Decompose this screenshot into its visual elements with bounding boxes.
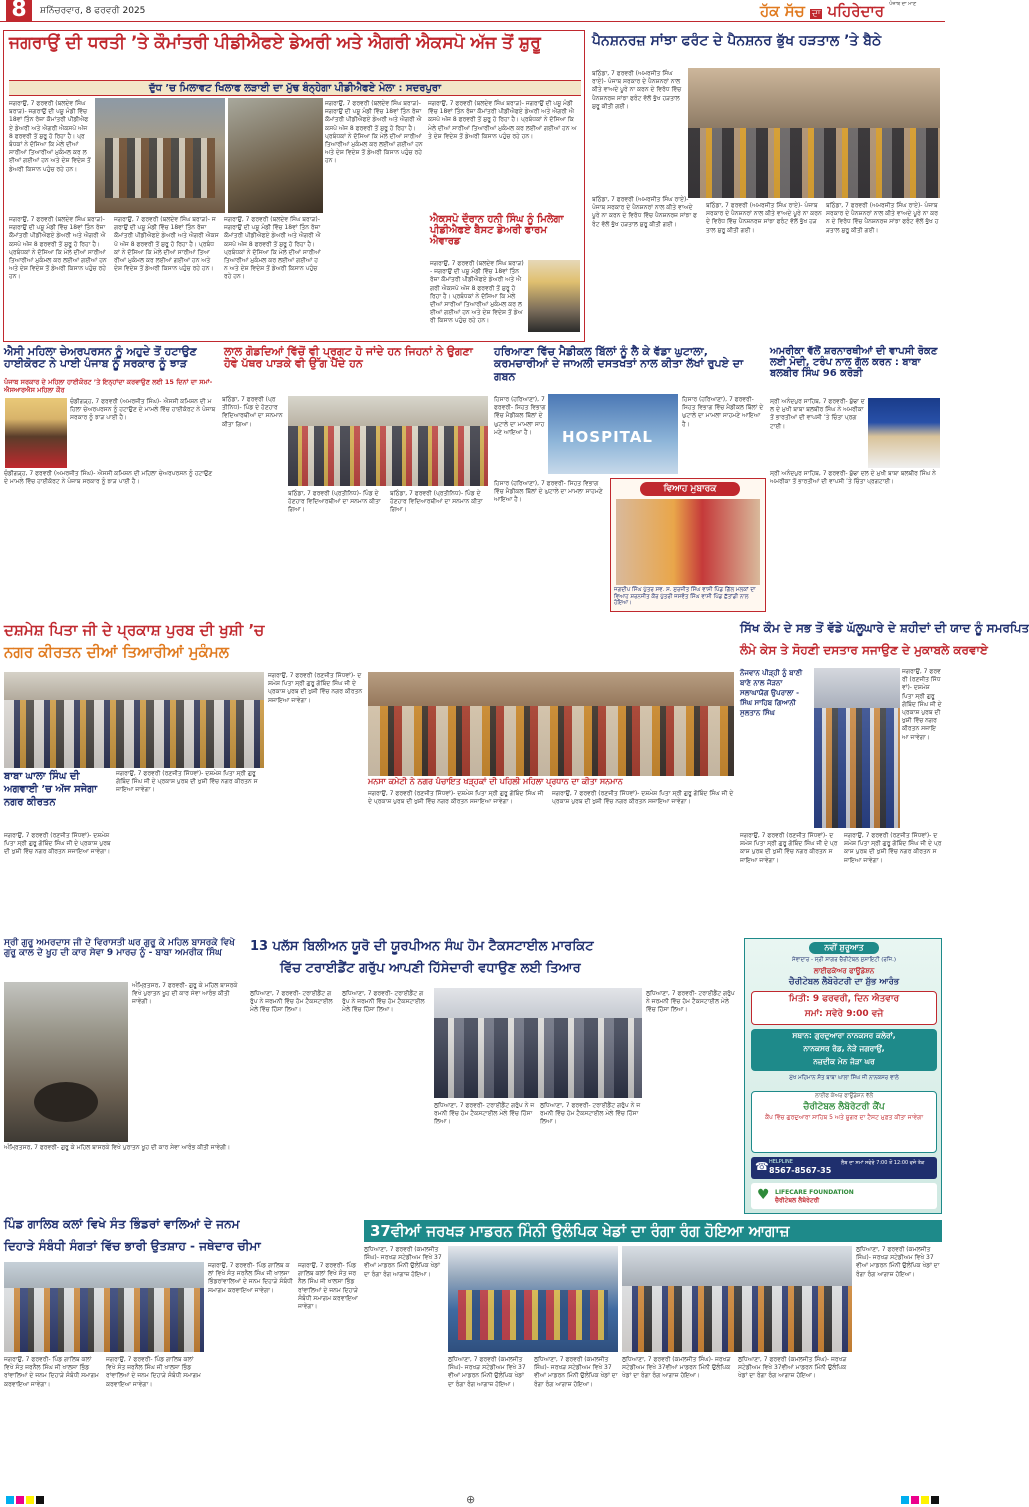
trident-photo [434,988,642,1098]
basarke-photo [4,982,128,1142]
heart-icon: ♥ [757,1187,770,1203]
headline-basarke: ਸ੍ਰੀ ਗੁਰੂ ਅਮਰਦਾਸ ਜੀ ਦੇ ਵਿਰਾਸਤੀ ਘਰ ਗੁਰੂ ਕੇ ਮਹਿਲ ਬਾਸਰਕੇ ਵਿਖੇ ਗੁਰੂ ਕਾਲ ਦੇ ਖੂਹ ਦੀ ਕਾਰ ਸੇਵਾ 9 ਮਾਰਚ ਨੂੰ - ਬਾਬਾ ਅਮਰੀਕ ਸਿੰਘ [4,938,235,959]
ad-hours: ਲੈਬ ਦਾ ਸਮਾਂ ਸਵੇਰੇ 7:00 ਤੋਂ 12:00 ਵਜੇ ਤੱਕ [841,1160,925,1166]
ad-line1: ਲਾਈਫਕੇਅਰ ਫਾਊਂਡੇਸ਼ਨ [813,967,875,975]
nagar-kirtan-sidebox [4,770,112,830]
chairperson-body-col1: ਚੰਡੀਗੜ੍ਹ, 7 ਫਰਵਰੀ (ਅਮਰਜੀਤ ਸਿੰਘ)- ਐਸਸੀ ਕਮਿਸ਼ਨ ਦੀ ਮਹਿਲਾ ਚੇਅਰਪਰਸਨ ਨੂੰ ਹਟਾਉਣ ਦੇ ਮਾਮਲੇ ਵਿੱਚ ਹਾਈਕੋਰਟ ਨੇ ਪੰਜਾਬ ਸਰਕਾਰ ਨੂੰ ਝਾੜ ਪਾਈ ਹੈ। [70,398,216,422]
trident-body-col4: ਲੁਧਿਆਣਾ, 7 ਫਰਵਰੀ- ਟਰਾਈਡੈਂਟ ਗਰੁੱਪ ਨੇ ਜਰਮਨੀ ਵਿੱਚ ਹੋਮ ਟੈਕਸਟਾਈਲ ਮੇਲੇ ਵਿੱਚ ਹਿੱਸਾ ਲਿਆ। [434,1102,535,1126]
register-cyan [6,1496,14,1504]
brand-logo [760,1,940,21]
wedding-caption: ਜਗਦੀਪ ਸਿੰਘ ਪੁੱਤਰ ਸਵ. ਸ. ਸੁਰਜੀਤ ਸਿੰਘ ਵਾਸੀ ਪਿੰਡ ਗਿੱਲ ਮਲਕਾਂ ਦਾ ਵਿਆਹ ਸ਼ਰਨਜੀਤ ਕੌਰ ਪੁੱਤਰੀ ਜਸਵੰਤ ਸਿੰਘ ਵਾਸੀ ਪਿੰਡ ਛੱਤਾਂਡੀ ਨਾਲ ਹੋਇਆ। [614,587,756,606]
mansa-body-col1: ਜਗਰਾਉਂ, 7 ਫਰਵਰੀ (ਰਣਜੀਤ ਸਿੱਧਵਾਂ)- ਦਸ਼ਮੇਸ਼ ਪਿਤਾ ਸ੍ਰੀ ਗੁਰੂ ਗੋਬਿੰਦ ਸਿੰਘ ਜੀ ਦੇ ਪ੍ਰਕਾਸ਼ ਪੁਰਬ ਦੀ ਖੁਸ਼ੀ ਵਿੱਚ ਨਗਰ ਕੀਰਤਨ ਸਜਾਇਆ ਜਾਵੇਗਾ। [368,790,544,806]
chairperson-portrait [5,398,67,468]
expo-body-col1: ਜਗਰਾਉਂ, 7 ਫਰਵਰੀ (ਬਲਦੇਵ ਸਿੰਘ ਬਰਾੜ)- ਜਗਰਾਉਂ ਦੀ ਪਸ਼ੂ ਮੰਡੀ ਵਿੱਚ 18ਵਾਂ ਤਿੰਨ ਰੋਜ਼ਾ ਕੌਮਾਂਤਰੀ ਪੀਡੀਐਫਏ ਡੇਅਰੀ ਅਤੇ ਐਗਰੀ ਐਕਸਪੋ ਅੱਜ 8 ਫਰਵਰੀ ਤੋਂ ਸ਼ੁਰੂ ਹੋ ਰਿਹਾ ਹੈ। ਪ੍ਰਬੰਧਕਾਂ ਨੇ ਦੱਸਿਆ ਕਿ ਮੇਲੇ ਦੀਆਂ ਸਾਰੀਆਂ ਤਿਆਰੀਆਂ ਮੁਕੰਮਲ ਕਰ ਲਈਆਂ ਗਈਆਂ ਹਨ ਅਤੇ ਦੇਸ਼ ਵਿਦੇਸ਼ ਤੋਂ ਡੇਅਰੀ ਕਿਸਾਨ ਪਹੁੰਚ ਰਹੇ ਹਨ। [9,100,91,173]
headline-nagar-kirtan-line2: ਨਗਰ ਕੀਰਤਨ ਦੀਆਂ ਤਿਆਰੀਆਂ ਮੁਕੰਮਲ [4,643,229,661]
ad-badge: ਨਵੀਂ ਸ਼ੁਰੂਆਤ [809,942,879,954]
nagar-kirtan-photo [4,672,264,768]
brand-main: ਹੱਕ ਸੱਚ [760,2,805,20]
register-yellow [26,1496,34,1504]
basarke-body-col1: ਅੰਮ੍ਰਿਤਸਰ, 7 ਫਰਵਰੀ- ਗੁਰੂ ਕੇ ਮਹਿਲ ਬਾਸਰਕੇ ਵਿਖੇ ਪੁਰਾਤਨ ਖੂਹ ਦੀ ਕਾਰ ਸੇਵਾ ਆਰੰਭ ਕੀਤੀ ਜਾਵੇਗੀ। [132,982,238,1006]
wedding-title: ਵਿਆਹ ਮੁਬਾਰਕ [640,482,740,496]
deportation-body-col1: ਸ੍ਰੀ ਅਨੰਦਪੁਰ ਸਾਹਿਬ, 7 ਫਰਵਰੀ- ਬੁੱਢਾ ਦਲ ਦੇ ਮੁਖੀ ਬਾਬਾ ਬਲਬੀਰ ਸਿੰਘ ਨੇ ਅਮਰੀਕਾ ਤੋਂ ਭਾਰਤੀਆਂ ਦੀ ਵਾਪਸੀ ’ਤੇ ਚਿੰਤਾ ਪ੍ਰਗਟਾਈ। [770,398,865,430]
medical-body-col3: ਹਿਸਾਰ (ਹਰਿਆਣਾ), 7 ਫਰਵਰੀ- ਸਿਹਤ ਵਿਭਾਗ ਵਿੱਚ ਮੈਡੀਕਲ ਬਿੱਲਾਂ ਦੇ ਘੁਟਾਲੇ ਦਾ ਮਾਮਲਾ ਸਾਹਮਣੇ ਆਇਆ ਹੈ। [494,480,603,504]
headline-trident-line2: ਵਿੱਚ ਟਰਾਈਡੈਂਟ ਗਰੁੱਪ ਆਪਣੀ ਹਿੱਸੇਦਾਰੀ ਵਧਾਉਣ ਲਈ ਤਿਆਰ [280,961,581,976]
headline-trident-line1: 13 ਪਲੱਸ ਬਿਲੀਅਨ ਯੂਰੋ ਦੀ ਯੂਰਪੀਅਨ ਸੰਘ ਹੋਮ ਟੈਕਸਟਾਈਲ ਮਾਰਕਿਟ [250,939,594,954]
jarkhar-body-col2: ਲੁਧਿਆਣਾ, 7 ਫਰਵਰੀ (ਕਮਲਜੀਤ ਸਿੰਘ)- ਜਰਖੜ ਸਟੇਡੀਅਮ ਵਿਖੇ 37ਵੀਆਂ ਮਾਡਰਨ ਮਿੰਨੀ ਉਲੰਪਿਕ ਖੇਡਾਂ ਦਾ ਰੰਗਾ ਰੰਗ ਆਗਾਜ਼ ਹੋਇਆ। [856,1246,940,1278]
dastar-photo [814,668,900,828]
nagar-kirtan-body-col3: ਜਗਰਾਉਂ, 7 ਫਰਵਰੀ (ਰਣਜੀਤ ਸਿੱਧਵਾਂ)- ਦਸ਼ਮੇਸ਼ ਪਿਤਾ ਸ੍ਰੀ ਗੁਰੂ ਗੋਬਿੰਦ ਸਿੰਘ ਜੀ ਦੇ ਪ੍ਰਕਾਸ਼ ਪੁਰਬ ਦੀ ਖੁਸ਼ੀ ਵਿੱਚ ਨਗਰ ਕੀਰਤਨ ਸਜਾਇਆ ਜਾਵੇਗਾ। [268,672,363,704]
pensioners-body-col3: ਬਠਿੰਡਾ, 7 ਫਰਵਰੀ (ਅਮਰਜੀਤ ਸਿੰਘ ਰਾਏ)- ਪੰਜਾਬ ਸਰਕਾਰ ਦੇ ਪੈਨਸ਼ਨਰਾਂ ਨਾਲ ਕੀਤੇ ਵਾਅਦੇ ਪੂਰੇ ਨਾ ਕਰਨ ਦੇ ਵਿਰੋਧ ਵਿੱਚ ਪੈਨਸ਼ਨਰਜ਼ ਸਾਂਝਾ ਫਰੰਟ ਵੱਲੋਂ ਭੁੱਖ ਹੜਤਾਲ ਸ਼ੁਰੂ ਕੀਤੀ ਗਈ। [706,202,822,234]
brand-tag: ਪੰਜਾਬ ਦਾ ਮਾਣ [889,1,917,7]
register-yellow-right [921,1496,929,1504]
mansa-photo [368,672,734,776]
expo-award-body: ਜਗਰਾਉਂ, 7 ਫਰਵਰੀ (ਬਲਦੇਵ ਸਿੰਘ ਬਰਾੜ)- ਜਗਰਾਉਂ ਦੀ ਪਸ਼ੂ ਮੰਡੀ ਵਿੱਚ 18ਵਾਂ ਤਿੰਨ ਰੋਜ਼ਾ ਕੌਮਾਂਤਰੀ ਪੀਡੀਐਫਏ ਡੇਅਰੀ ਅਤੇ ਐਗਰੀ ਐਕਸਪੋ ਅੱਜ 8 ਫਰਵਰੀ ਤੋਂ ਸ਼ੁਰੂ ਹੋ ਰਿਹਾ ਹੈ। ਪ੍ਰਬੰਧਕਾਂ ਨੇ ਦੱਸਿਆ ਕਿ ਮੇਲੇ ਦੀਆਂ ਸਾਰੀਆਂ ਤਿਆਰੀਆਂ ਮੁਕੰਮਲ ਕਰ ਲਈਆਂ ਗਈਆਂ ਹਨ ਅਤੇ ਦੇਸ਼ ਵਿਦੇਸ਼ ਤੋਂ ਡੇਅਰੀ ਕਿਸਾਨ ਪਹੁੰਚ ਰਹੇ ਹਨ। [430,260,524,325]
headline-chairperson: ਐਸੀ ਮਹਿਲਾ ਚੇਅਰਪਰਸਨ ਨੂੰ ਅਹੁਦੇ ਤੋਂ ਹਟਾਉਣ ਹਾਈਕੋਰਟ ਨੇ ਪਾਈ ਪੰਜਾਬ ਨੂੰ ਸਰਕਾਰ ਨੂੰ ਝਾੜ [4,345,197,371]
ad-foundation: LIFECARE FOUNDATION [775,1189,854,1196]
headline-galib-line2: ਦਿਹਾੜੇ ਸੰਬੰਧੀ ਸੰਗਤਾਂ ਵਿੱਚ ਭਾਰੀ ਉਤਸ਼ਾਹ - ਜਥੇਦਾਰ ਚੀਮਾ [4,1239,261,1253]
jarkhar-dance-photo [448,1246,618,1352]
brand-join: ਦਾ [811,9,821,19]
expo-body-col6: ਜਗਰਾਉਂ, 7 ਫਰਵਰੀ (ਬਲਦੇਵ ਸਿੰਘ ਬਰਾੜ)- ਜਗਰਾਉਂ ਦੀ ਪਸ਼ੂ ਮੰਡੀ ਵਿੱਚ 18ਵਾਂ ਤਿੰਨ ਰੋਜ਼ਾ ਕੌਮਾਂਤਰੀ ਪੀਡੀਐਫਏ ਡੇਅਰੀ ਅਤੇ ਐਗਰੀ ਐਕਸਪੋ ਅੱਜ 8 ਫਰਵਰੀ ਤੋਂ ਸ਼ੁਰੂ ਹੋ ਰਿਹਾ ਹੈ। ਪ੍ਰਬੰਧਕਾਂ ਨੇ ਦੱਸਿਆ ਕਿ ਮੇਲੇ ਦੀਆਂ ਸਾਰੀਆਂ ਤਿਆਰੀਆਂ ਮੁਕੰਮਲ ਕਰ ਲਈਆਂ ਗਈਆਂ ਹਨ ਅਤੇ ਦੇਸ਼ ਵਿਦੇਸ਼ ਤੋਂ ਡੇਅਰੀ ਕਿਸਾਨ ਪਹੁੰਚ ਰਹੇ ਹਨ। [224,216,321,281]
expo-body-col4: ਜਗਰਾਉਂ, 7 ਫਰਵਰੀ (ਬਲਦੇਵ ਸਿੰਘ ਬਰਾੜ)- ਜਗਰਾਉਂ ਦੀ ਪਸ਼ੂ ਮੰਡੀ ਵਿੱਚ 18ਵਾਂ ਤਿੰਨ ਰੋਜ਼ਾ ਕੌਮਾਂਤਰੀ ਪੀਡੀਐਫਏ ਡੇਅਰੀ ਅਤੇ ਐਗਰੀ ਐਕਸਪੋ ਅੱਜ 8 ਫਰਵਰੀ ਤੋਂ ਸ਼ੁਰੂ ਹੋ ਰਿਹਾ ਹੈ। ਪ੍ਰਬੰਧਕਾਂ ਨੇ ਦੱਸਿਆ ਕਿ ਮੇਲੇ ਦੀਆਂ ਸਾਰੀਆਂ ਤਿਆਰੀਆਂ ਮੁਕੰਮਲ ਕਰ ਲਈਆਂ ਗਈਆਂ ਹਨ ਅਤੇ ਦੇਸ਼ ਵਿਦੇਸ਼ ਤੋਂ ਡੇਅਰੀ ਕਿਸਾਨ ਪਹੁੰਚ ਰਹੇ ਹਨ। [325,100,423,165]
brand-end: ਪਹਿਰੇਦਾਰ [827,2,885,20]
nagar-kirtan-body-col2: ਜਗਰਾਉਂ, 7 ਫਰਵਰੀ (ਰਣਜੀਤ ਸਿੱਧਵਾਂ)- ਦਸ਼ਮੇਸ਼ ਪਿਤਾ ਸ੍ਰੀ ਗੁਰੂ ਗੋਬਿੰਦ ਸਿੰਘ ਜੀ ਦੇ ਪ੍ਰਕਾਸ਼ ਪੁਰਬ ਦੀ ਖੁਸ਼ੀ ਵਿੱਚ ਨਗਰ ਕੀਰਤਨ ਸਜਾਇਆ ਜਾਵੇਗਾ। [116,770,258,794]
ad-helpline-box [751,1157,937,1179]
lab-advertisement [744,938,942,1214]
expo-body-col5: ਜਗਰਾਉਂ, 7 ਫਰਵਰੀ (ਬਲਦੇਵ ਸਿੰਘ ਬਰਾੜ)- ਜਗਰਾਉਂ ਦੀ ਪਸ਼ੂ ਮੰਡੀ ਵਿੱਚ 18ਵਾਂ ਤਿੰਨ ਰੋਜ਼ਾ ਕੌਮਾਂਤਰੀ ਪੀਡੀਐਫਏ ਡੇਅਰੀ ਅਤੇ ਐਗਰੀ ਐਕਸਪੋ ਅੱਜ 8 ਫਰਵਰੀ ਤੋਂ ਸ਼ੁਰੂ ਹੋ ਰਿਹਾ ਹੈ। ਪ੍ਰਬੰਧਕਾਂ ਨੇ ਦੱਸਿਆ ਕਿ ਮੇਲੇ ਦੀਆਂ ਸਾਰੀਆਂ ਤਿਆਰੀਆਂ ਮੁਕੰਮਲ ਕਰ ਲਈਆਂ ਗਈਆਂ ਹਨ ਅਤੇ ਦੇਸ਼ ਵਿਦੇਸ਼ ਤੋਂ ਡੇਅਰੀ ਕਿਸਾਨ ਪਹੁੰਚ ਰਹੇ ਹਨ। [428,100,577,140]
jarkhar-guests-photo [622,1246,852,1352]
trident-body-col5: ਲੁਧਿਆਣਾ, 7 ਫਰਵਰੀ- ਟਰਾਈਡੈਂਟ ਗਰੁੱਪ ਨੇ ਜਰਮਨੀ ਵਿੱਚ ਹੋਮ ਟੈਕਸਟਾਈਲ ਮੇਲੇ ਵਿੱਚ ਹਿੱਸਾ ਲਿਆ। [540,1102,641,1126]
register-cyan-right [901,1496,909,1504]
pensioners-body-col2: ਬਠਿੰਡਾ, 7 ਫਰਵਰੀ (ਅਮਰਜੀਤ ਸਿੰਘ ਰਾਏ)- ਪੰਜਾਬ ਸਰਕਾਰ ਦੇ ਪੈਨਸ਼ਨਰਾਂ ਨਾਲ ਕੀਤੇ ਵਾਅਦੇ ਪੂਰੇ ਨਾ ਕਰਨ ਦੇ ਵਿਰੋਧ ਵਿੱਚ ਪੈਨਸ਼ਨਰਜ਼ ਸਾਂਝਾ ਫਰੰਟ ਵੱਲੋਂ ਭੁੱਖ ਹੜਤਾਲ ਸ਼ੁਰੂ ਕੀਤੀ ਗਈ। [592,196,697,228]
page-number: 8 [6,0,32,22]
ad-line2: ਚੈਰੀਟੇਬਲ ਲੈਬੋਰੇਟਰੀ ਦਾ ਸ਼ੁੱਭ ਆਰੰਭ [788,977,900,987]
ad-camp-label: ਲਾਈਫ ਕੇਅਰ ਫਾਊਂਡੇਸ਼ਨ ਵੱਲੋਂ [814,1093,874,1099]
ad-date-box [751,991,937,1025]
students-body-col3: ਬਠਿੰਡਾ, 7 ਫਰਵਰੀ (ਪ੍ਰਤੀਨਿਧ)- ਪਿੰਡ ਦੇ ਹੋਣਹਾਰ ਵਿਦਿਆਰਥੀਆਂ ਦਾ ਸਨਮਾਨ ਕੀਤਾ ਗਿਆ। [390,490,483,514]
issue-date: ਸ਼ਨਿੱਚਰਵਾਰ, 8 ਫਰਵਰੀ 2025 [40,6,146,16]
headline-dastar-line1: ਸਿੱਖ ਕੌਮ ਦੇ ਸਭ ਤੋਂ ਵੱਡੇ ਘੱਲੂਘਾਰੇ ਦੇ ਸ਼ਹੀਦਾਂ ਦੀ ਯਾਦ ਨੂੰ ਸਮਰਪਿਤ [740,621,1029,635]
galib-body-col3: ਜਗਰਾਉਂ, 7 ਫਰਵਰੀ- ਪਿੰਡ ਗਾਲਿਬ ਕਲਾਂ ਵਿਖੇ ਸੰਤ ਜਰਨੈਲ ਸਿੰਘ ਜੀ ਖਾਲਸਾ ਭਿੰਡਰਾਂਵਾਲਿਆਂ ਦੇ ਜਨਮ ਦਿਹਾੜੇ ਸੰਬੰਧੀ ਸਮਾਗਮ ਕਰਵਾਇਆ ਜਾਵੇਗਾ। [106,1356,201,1388]
dastar-sidebox-text: ਨੌਜਵਾਨ ਪੀੜ੍ਹੀ ਨੂੰ ਬਾਣੀ ਬਾਣੇ ਨਾਲ ਜੋੜਨਾ ਸਲਾਘਾਯੋਗ ਉਪਰਾਲਾ - ਸਿੰਘ ਸਾਹਿਬ ਗਿਆਨੀ ਸੁਲਤਾਨ ਸਿੰਘ [740,669,803,717]
ad-org: ਸੇਵਾਦਾਰ - ਸ੍ਰੀ ਸਾਗਰ ਚੈਰੀਟੇਬਲ ਸੁਸਾਇਟੀ (ਰਜਿ.) [791,957,897,963]
dastar-body-col1: ਜਗਰਾਉਂ, 7 ਫਰਵਰੀ (ਰਣਜੀਤ ਸਿੱਧਵਾਂ)- ਦਸ਼ਮੇਸ਼ ਪਿਤਾ ਸ੍ਰੀ ਗੁਰੂ ਗੋਬਿੰਦ ਸਿੰਘ ਜੀ ਦੇ ਪ੍ਰਕਾਸ਼ ਪੁਰਬ ਦੀ ਖੁਸ਼ੀ ਵਿੱਚ ਨਗਰ ਕੀਰਤਨ ਸਜਾਇਆ ਜਾਵੇਗਾ। [902,668,942,741]
expo-award-box: ਐਕਸਪੋ ਦੌਰਾਨ ਹਨੀ ਸਿੰਘ ਨੂੰ ਮਿਲੇਗਾ ਪੀਡੀਐਫਏ ਬੈਸਟ ਡੇਅਰੀ ਫਾਰਮ ਐਵਾਰਡ [430,214,564,248]
ad-venue-box [751,1029,937,1071]
jarkhar-body-col1: ਲੁਧਿਆਣਾ, 7 ਫਰਵਰੀ (ਕਮਲਜੀਤ ਸਿੰਘ)- ਜਰਖੜ ਸਟੇਡੀਅਮ ਵਿਖੇ 37ਵੀਆਂ ਮਾਡਰਨ ਮਿੰਨੀ ਉਲੰਪਿਕ ਖੇਡਾਂ ਦਾ ਰੰਗਾ ਰੰਗ ਆਗਾਜ਼ ਹੋਇਆ। [364,1246,442,1278]
ad-footer [751,1183,937,1209]
nagar-kirtan-body-col1: ਜਗਰਾਉਂ, 7 ਫਰਵਰੀ (ਰਣਜੀਤ ਸਿੱਧਵਾਂ)- ਦਸ਼ਮੇਸ਼ ਪਿਤਾ ਸ੍ਰੀ ਗੁਰੂ ਗੋਬਿੰਦ ਸਿੰਘ ਜੀ ਦੇ ਪ੍ਰਕਾਸ਼ ਪੁਰਬ ਦੀ ਖੁਸ਼ੀ ਵਿੱਚ ਨਗਰ ਕੀਰਤਨ ਸਜਾਇਆ ਜਾਵੇਗਾ। [4,832,111,856]
ad-guests: ਮੁੱਖ ਮਹਿਮਾਨ ਸੰਤ ਬਾਬਾ ਘਾਲਾ ਸਿੰਘ ਜੀ ਨਾਨਕਸਰ ਵਾਲੇ [789,1075,899,1081]
headline-nagar-kirtan-line1: ਦਸ਼ਮੇਸ਼ ਪਿਤਾ ਜੀ ਦੇ ਪ੍ਰਕਾਸ਼ ਪੁਰਬ ਦੀ ਖੁਸ਼ੀ ’ਚ [4,621,265,639]
color-registration-bar [0,1494,945,1507]
subhead-expo: ਦੁੱਧ ’ਚ ਮਿਲਾਵਟ ਖਿਲਾਫ ਲੜਾਈ ਦਾ ਮੁੱਢ ਬੰਨ੍ਹੇਗਾ ਪੀਡੀਐਫਏ ਮੇਲਾ : ਸਦਰਪੁਰਾ [9,80,581,96]
register-magenta [16,1496,24,1504]
subhead-chairperson: ਪੰਜਾਬ ਸਰਕਾਰ ਦੇ ਮਹਿਲਾ ਹਾਈਕੋਰਟ ’ਤੇ ਇਨ੍ਹਾਂਦਾ ਕਰਵਾਉਣ ਲਈ 15 ਦਿਨਾਂ ਦਾ ਸਮਾਂ-ਐਸਆਰਐਸ ਮਹਿਲਾ ਕੌਰ [4,378,213,394]
wedding-photo [616,499,760,585]
pensioners-body-col4: ਬਠਿੰਡਾ, 7 ਫਰਵਰੀ (ਅਮਰਜੀਤ ਸਿੰਘ ਰਾਏ)- ਪੰਜਾਬ ਸਰਕਾਰ ਦੇ ਪੈਨਸ਼ਨਰਾਂ ਨਾਲ ਕੀਤੇ ਵਾਅਦੇ ਪੂਰੇ ਨਾ ਕਰਨ ਦੇ ਵਿਰੋਧ ਵਿੱਚ ਪੈਨਸ਼ਨਰਜ਼ ਸਾਂਝਾ ਫਰੰਟ ਵੱਲੋਂ ਭੁੱਖ ਹੜਤਾਲ ਸ਼ੁਰੂ ਕੀਤੀ ਗਈ। [826,202,939,234]
headline-jarkhar: 37ਵੀਆਂ ਜਰਖੜ ਮਾਡਰਨ ਮਿੰਨੀ ਉਲੰਪਿਕ ਖੇਡਾਂ ਦਾ ਰੰਗਾ ਰੰਗ ਹੋਇਆ ਆਗਾਜ਼ [364,1220,942,1242]
ad-helpline-label: HELPLINE [769,1159,793,1165]
expo-body-col2: ਜਗਰਾਉਂ, 7 ਫਰਵਰੀ (ਬਲਦੇਵ ਸਿੰਘ ਬਰਾੜ)- ਜਗਰਾਉਂ ਦੀ ਪਸ਼ੂ ਮੰਡੀ ਵਿੱਚ 18ਵਾਂ ਤਿੰਨ ਰੋਜ਼ਾ ਕੌਮਾਂਤਰੀ ਪੀਡੀਐਫਏ ਡੇਅਰੀ ਅਤੇ ਐਗਰੀ ਐਕਸਪੋ ਅੱਜ 8 ਫਰਵਰੀ ਤੋਂ ਸ਼ੁਰੂ ਹੋ ਰਿਹਾ ਹੈ। ਪ੍ਰਬੰਧਕਾਂ ਨੇ ਦੱਸਿਆ ਕਿ ਮੇਲੇ ਦੀਆਂ ਸਾਰੀਆਂ ਤਿਆਰੀਆਂ ਮੁਕੰਮਲ ਕਰ ਲਈਆਂ ਗਈਆਂ ਹਨ ਅਤੇ ਦੇਸ਼ ਵਿਦੇਸ਼ ਤੋਂ ਡੇਅਰੀ ਕਿਸਾਨ ਪਹੁੰਚ ਰਹੇ ਹਨ। [9,216,107,281]
students-body-col2: ਬਠਿੰਡਾ, 7 ਫਰਵਰੀ (ਪ੍ਰਤੀਨਿਧ)- ਪਿੰਡ ਦੇ ਹੋਣਹਾਰ ਵਿਦਿਆਰਥੀਆਂ ਦਾ ਸਨਮਾਨ ਕੀਤਾ ਗਿਆ। [288,490,381,514]
ad-helpline: 8567-8567-35 [769,1166,832,1175]
phone-icon: ☎ [755,1160,769,1173]
ad-date: ਮਿਤੀ: 9 ਫਰਵਰੀ, ਦਿਨ ਐਤਵਾਰ [788,994,900,1004]
pensioners-photo [688,68,940,198]
hospital-sign: HOSPITAL [562,428,653,446]
headline-deportation: ਅਮਰੀਕਾ ਵੱਲੋਂ ਸ਼ਰਨਾਰਥੀਆਂ ਦੀ ਵਾਪਸੀ ਰੋਕਣ ਲਈ ਮੋਦੀ, ਟਰੰਪ ਨਾਲ ਗੱਲ ਕਰਨ : ਬਾਬਾ ਬਲਬੀਰ ਸਿੰਘ 96 ਕਰੋੜੀ [770,346,938,380]
deportation-body-col2: ਸ੍ਰੀ ਅਨੰਦਪੁਰ ਸਾਹਿਬ, 7 ਫਰਵਰੀ- ਬੁੱਢਾ ਦਲ ਦੇ ਮੁਖੀ ਬਾਬਾ ਬਲਬੀਰ ਸਿੰਘ ਨੇ ਅਮਰੀਕਾ ਤੋਂ ਭਾਰਤੀਆਂ ਦੀ ਵਾਪਸੀ ’ਤੇ ਚਿੰਤਾ ਪ੍ਰਗਟਾਈ। [770,470,936,486]
headline-medical-scam: ਹਰਿਆਣਾ ਵਿੱਚ ਮੈਡੀਕਲ ਬਿੱਲਾਂ ਨੂੰ ਲੈ ਕੇ ਵੱਡਾ ਘੁਟਾਲਾ, ਕਰਮਚਾਰੀਆਂ ਦੇ ਜਾਅਲੀ ਦਸਤਖਤਾਂ ਨਾਲ ਕੀਤਾ ਲੱਖਾਂ ਰੁਪਏ ਦਾ ਗਬਨ [494,345,744,383]
galib-body-col4: ਜਗਰਾਉਂ, 7 ਫਰਵਰੀ- ਪਿੰਡ ਗਾਲਿਬ ਕਲਾਂ ਵਿਖੇ ਸੰਤ ਜਰਨੈਲ ਸਿੰਘ ਜੀ ਖਾਲਸਾ ਭਿੰਡਰਾਂਵਾਲਿਆਂ ਦੇ ਜਨਮ ਦਿਹਾੜੇ ਸੰਬੰਧੀ ਸਮਾਗਮ ਕਰਵਾਇਆ ਜਾਵੇਗਾ। [298,1262,358,1311]
trident-body-col3: ਲੁਧਿਆਣਾ, 7 ਫਰਵਰੀ- ਟਰਾਈਡੈਂਟ ਗਰੁੱਪ ਨੇ ਜਰਮਨੀ ਵਿੱਚ ਹੋਮ ਟੈਕਸਟਾਈਲ ਮੇਲੇ ਵਿੱਚ ਹਿੱਸਾ ਲਿਆ। [646,990,735,1014]
dastar-sidebox [740,668,812,796]
expo-body-col3: ਜਗਰਾਉਂ, 7 ਫਰਵਰੀ (ਬਲਦੇਵ ਸਿੰਘ ਬਰਾੜ)- ਜਗਰਾਉਂ ਦੀ ਪਸ਼ੂ ਮੰਡੀ ਵਿੱਚ 18ਵਾਂ ਤਿੰਨ ਰੋਜ਼ਾ ਕੌਮਾਂਤਰੀ ਪੀਡੀਐਫਏ ਡੇਅਰੀ ਅਤੇ ਐਗਰੀ ਐਕਸਪੋ ਅੱਜ 8 ਫਰਵਰੀ ਤੋਂ ਸ਼ੁਰੂ ਹੋ ਰਿਹਾ ਹੈ। ਪ੍ਰਬੰਧਕਾਂ ਨੇ ਦੱਸਿਆ ਕਿ ਮੇਲੇ ਦੀਆਂ ਸਾਰੀਆਂ ਤਿਆਰੀਆਂ ਮੁਕੰਮਲ ਕਰ ਲਈਆਂ ਗਈਆਂ ਹਨ ਅਤੇ ਦੇਸ਼ ਵਿਦੇਸ਼ ਤੋਂ ਡੇਅਰੀ ਕਿਸਾਨ ਪਹੁੰਚ ਰਹੇ ਹਨ। [114,216,219,273]
ad-venue-line3: ਨਜ਼ਦੀਕ ਮੇਨ ਜੋੜਾ ਘਰ [813,1057,875,1066]
medical-body-col1: ਹਿਸਾਰ (ਹਰਿਆਣਾ), 7 ਫਰਵਰੀ- ਸਿਹਤ ਵਿਭਾਗ ਵਿੱਚ ਮੈਡੀਕਲ ਬਿੱਲਾਂ ਦੇ ਘੁਟਾਲੇ ਦਾ ਮਾਮਲਾ ਸਾਹਮਣੇ ਆਇਆ ਹੈ। [494,396,546,436]
dastar-body-col2: ਜਗਰਾਉਂ, 7 ਫਰਵਰੀ (ਰਣਜੀਤ ਸਿੱਧਵਾਂ)- ਦਸ਼ਮੇਸ਼ ਪਿਤਾ ਸ੍ਰੀ ਗੁਰੂ ਗੋਬਿੰਦ ਸਿੰਘ ਜੀ ਦੇ ਪ੍ਰਕਾਸ਼ ਪੁਰਬ ਦੀ ਖੁਸ਼ੀ ਵਿੱਚ ਨਗਰ ਕੀਰਤਨ ਸਜਾਇਆ ਜਾਵੇਗਾ। [740,832,838,864]
students-photo [288,396,488,486]
masthead [0,0,945,22]
headline-galib-line1: ਪਿੰਡ ਗਾਲਿਬ ਕਲਾਂ ਵਿਖੇ ਸੰਤ ਭਿੰਡਰਾਂ ਵਾਲਿਆਂ ਦੇ ਜਨਮ [4,1217,240,1231]
ad-venue-line2: ਨਾਨਕਸਰ ਰੋਡ, ਨੇੜੇ ਜਗਰਾਉਂ, [803,1044,885,1053]
ad-lab: ਚੈਰੀਟੇਬਲ ਲੈਬੋਰੇਟਰੀ [775,1197,820,1204]
medical-body-col2: ਹਿਸਾਰ (ਹਰਿਆਣਾ), 7 ਫਰਵਰੀ- ਸਿਹਤ ਵਿਭਾਗ ਵਿੱਚ ਮੈਡੀਕਲ ਬਿੱਲਾਂ ਦੇ ਘੁਟਾਲੇ ਦਾ ਮਾਮਲਾ ਸਾਹਮਣੇ ਆਇਆ ਹੈ। [682,396,764,428]
headline-dastar-line2: ਲੰਮੇ ਕੇਸ ਤੇ ਸੋਹਣੀ ਦਸਤਾਰ ਸਜਾਉਣ ਦੇ ਮੁਕਾਬਲੇ ਕਰਵਾਏ [740,643,988,657]
jarkhar-body-col3: ਲੁਧਿਆਣਾ, 7 ਫਰਵਰੀ (ਕਮਲਜੀਤ ਸਿੰਘ)- ਜਰਖੜ ਸਟੇਡੀਅਮ ਵਿਖੇ 37ਵੀਆਂ ਮਾਡਰਨ ਮਿੰਨੀ ਉਲੰਪਿਕ ਖੇਡਾਂ ਦਾ ਰੰਗਾ ਰੰਗ ਆਗਾਜ਼ ਹੋਇਆ। [448,1356,526,1388]
expo-group-photo [95,98,225,213]
dastar-body-col3: ਜਗਰਾਉਂ, 7 ਫਰਵਰੀ (ਰਣਜੀਤ ਸਿੱਧਵਾਂ)- ਦਸ਼ਮੇਸ਼ ਪਿਤਾ ਸ੍ਰੀ ਗੁਰੂ ਗੋਬਿੰਦ ਸਿੰਘ ਜੀ ਦੇ ਪ੍ਰਕਾਸ਼ ਪੁਰਬ ਦੀ ਖੁਸ਼ੀ ਵਿੱਚ ਨਗਰ ਕੀਰਤਨ ਸਜਾਇਆ ਜਾਵੇਗਾ। [844,832,942,864]
mansa-body-col2: ਜਗਰਾਉਂ, 7 ਫਰਵਰੀ (ਰਣਜੀਤ ਸਿੱਧਵਾਂ)- ਦਸ਼ਮੇਸ਼ ਪਿਤਾ ਸ੍ਰੀ ਗੁਰੂ ਗੋਬਿੰਦ ਸਿੰਘ ਜੀ ਦੇ ਪ੍ਰਕਾਸ਼ ਪੁਰਬ ਦੀ ਖੁਸ਼ੀ ਵਿੱਚ ਨਗਰ ਕੀਰਤਨ ਸਜਾਇਆ ਜਾਵੇਗਾ। [552,790,734,806]
trident-body-col2: ਲੁਧਿਆਣਾ, 7 ਫਰਵਰੀ- ਟਰਾਈਡੈਂਟ ਗਰੁੱਪ ਨੇ ਜਰਮਨੀ ਵਿੱਚ ਹੋਮ ਟੈਕਸਟਾਈਲ ਮੇਲੇ ਵਿੱਚ ਹਿੱਸਾ ਲਿਆ। [342,990,425,1014]
students-body-col1: ਬਠਿੰਡਾ, 7 ਫਰਵਰੀ (ਪ੍ਰਤੀਨਿਧ)- ਪਿੰਡ ਦੇ ਹੋਣਹਾਰ ਵਿਦਿਆਰਥੀਆਂ ਦਾ ਸਨਮਾਨ ਕੀਤਾ ਗਿਆ। [222,396,283,428]
hospital-photo [548,394,678,474]
galib-body-col2: ਜਗਰਾਉਂ, 7 ਫਰਵਰੀ- ਪਿੰਡ ਗਾਲਿਬ ਕਲਾਂ ਵਿਖੇ ਸੰਤ ਜਰਨੈਲ ਸਿੰਘ ਜੀ ਖਾਲਸਾ ਭਿੰਡਰਾਂਵਾਲਿਆਂ ਦੇ ਜਨਮ ਦਿਹਾੜੇ ਸੰਬੰਧੀ ਸਮਾਗਮ ਕਰਵਾਇਆ ਜਾਵੇਗਾ। [4,1356,99,1388]
headline-pensioners: ਪੈਨਸ਼ਨਰਜ਼ ਸਾਂਝਾ ਫਰੰਟ ਦੇ ਪੈਨਸ਼ਨਰ ਭੁੱਖ ਹੜਤਾਲ ’ਤੇ ਬੈਠੇ [592,33,882,49]
basarke-body-col2: ਅੰਮ੍ਰਿਤਸਰ, 7 ਫਰਵਰੀ- ਗੁਰੂ ਕੇ ਮਹਿਲ ਬਾਸਰਕੇ ਵਿਖੇ ਪੁਰਾਤਨ ਖੂਹ ਦੀ ਕਾਰ ਸੇਵਾ ਆਰੰਭ ਕੀਤੀ ਜਾਵੇਗੀ। [4,1144,231,1151]
jarkhar-body-col6: ਲੁਧਿਆਣਾ, 7 ਫਰਵਰੀ (ਕਮਲਜੀਤ ਸਿੰਘ)- ਜਰਖੜ ਸਟੇਡੀਅਮ ਵਿਖੇ 37ਵੀਆਂ ਮਾਡਰਨ ਮਿੰਨੀ ਉਲੰਪਿਕ ਖੇਡਾਂ ਦਾ ਰੰਗਾ ਰੰਗ ਆਗਾਜ਼ ਹੋਇਆ। [738,1356,847,1380]
pensioners-body-col1: ਬਠਿੰਡਾ, 7 ਫਰਵਰੀ (ਅਮਰਜੀਤ ਸਿੰਘ ਰਾਏ)- ਪੰਜਾਬ ਸਰਕਾਰ ਦੇ ਪੈਨਸ਼ਨਰਾਂ ਨਾਲ ਕੀਤੇ ਵਾਅਦੇ ਪੂਰੇ ਨਾ ਕਰਨ ਦੇ ਵਿਰੋਧ ਵਿੱਚ ਪੈਨਸ਼ਨਰਜ਼ ਸਾਂਝਾ ਫਰੰਟ ਵੱਲੋਂ ਭੁੱਖ ਹੜਤਾਲ ਸ਼ੁਰੂ ਕੀਤੀ ਗਈ। [592,70,682,110]
trident-body-col1: ਲੁਧਿਆਣਾ, 7 ਫਰਵਰੀ- ਟਰਾਈਡੈਂਟ ਗਰੁੱਪ ਨੇ ਜਰਮਨੀ ਵਿੱਚ ਹੋਮ ਟੈਕਸਟਾਈਲ ਮੇਲੇ ਵਿੱਚ ਹਿੱਸਾ ਲਿਆ। [250,990,333,1014]
ad-venue-label: ਸਥਾਨ: ਗੁਰਦੁਆਰਾ ਨਾਨਕਸਰ ਕਲੇਰਾਂ, [792,1031,896,1040]
ad-camp-line: ਕੈਂਪ ਵਿੱਚ ਗੁਰਦੁਆਰਾ ਸਾਹਿਬ 5 ਅਤੇ ਸ਼ੂਗਰ ਦਾ ਟੈਸਟ ਮੁਫ਼ਤ ਕੀਤਾ ਜਾਵੇਗਾ [764,1114,924,1121]
headline-students: ਲਾਲ ਗੋਡਦਿਆਂ ਵਿੱਚੋਂ ਵੀ ਪ੍ਰਗਟ ਹੋ ਜਾਂਦੇ ਹਨ ਜਿਹਨਾਂ ਨੇ ਉਗਣਾ ਹੋਵੇ ਪੱਥਰ ਪਾੜਕੇ ਵੀ ਉੱਗ ਪੈਂਦੇ ਹਨ [224,345,473,371]
register-mark-icon: ⊕ [466,1493,476,1506]
register-black-right [931,1496,939,1504]
headline-mansa: ਮਨਸਾ ਕਮੇਟੀ ਨੇ ਨਗਰ ਪੰਚਾਇਤ ਖੜ੍ਹਕਾਂ ਦੀ ਪਹਿਲੀ ਮਹਿਲਾ ਪ੍ਰਧਾਨ ਦਾ ਕੀਤਾ ਸਨਮਾਨ [368,777,623,786]
nagar-kirtan-sidebox-text: ਬਾਬਾ ਘਾਲਾ ਸਿੰਘ ਦੀ ਅਗਵਾਈ ’ਚ ਅੱਜ ਸਜੇਗਾ ਨਗਰ ਕੀਰਤਨ [4,771,98,808]
ad-camp-box [751,1091,937,1153]
award-portrait [528,260,580,332]
ad-time: ਸਮਾਂ: ਸਵੇਰੇ 9:00 ਵਜੇ [804,1009,884,1019]
galib-photo [4,1262,204,1352]
register-magenta-right [911,1496,919,1504]
chairperson-body-col2: ਚੰਡੀਗੜ੍ਹ, 7 ਫਰਵਰੀ (ਅਮਰਜੀਤ ਸਿੰਘ)- ਐਸਸੀ ਕਮਿਸ਼ਨ ਦੀ ਮਹਿਲਾ ਚੇਅਰਪਰਸਨ ਨੂੰ ਹਟਾਉਣ ਦੇ ਮਾਮਲੇ ਵਿੱਚ ਹਾਈਕੋਰਟ ਨੇ ਪੰਜਾਬ ਸਰਕਾਰ ਨੂੰ ਝਾੜ ਪਾਈ ਹੈ। [4,470,213,486]
headline-expo: ਜਗਰਾਉਂ ਦੀ ਧਰਤੀ ’ਤੇ ਕੌਮਾਂਤਰੀ ਪੀਡੀਐਫਏ ਡੇਅਰੀ ਅਤੇ ਐਗਰੀ ਐਕਸਪੋ ਅੱਜ ਤੋਂ ਸ਼ੁਰੂ [9,33,541,53]
baba-portrait [868,398,940,468]
jarkhar-body-col4: ਲੁਧਿਆਣਾ, 7 ਫਰਵਰੀ (ਕਮਲਜੀਤ ਸਿੰਘ)- ਜਰਖੜ ਸਟੇਡੀਅਮ ਵਿਖੇ 37ਵੀਆਂ ਮਾਡਰਨ ਮਿੰਨੀ ਉਲੰਪਿਕ ਖੇਡਾਂ ਦਾ ਰੰਗਾ ਰੰਗ ਆਗਾਜ਼ ਹੋਇਆ। [534,1356,618,1388]
galib-body-col1: ਜਗਰਾਉਂ, 7 ਫਰਵਰੀ- ਪਿੰਡ ਗਾਲਿਬ ਕਲਾਂ ਵਿਖੇ ਸੰਤ ਜਰਨੈਲ ਸਿੰਘ ਜੀ ਖਾਲਸਾ ਭਿੰਡਰਾਂਵਾਲਿਆਂ ਦੇ ਜਨਮ ਦਿਹਾੜੇ ਸੰਬੰਧੀ ਸਮਾਗਮ ਕਰਵਾਇਆ ਜਾਵੇਗਾ। [208,1262,293,1294]
ad-camp-title: ਚੈਰੀਟੇਬਲ ਲੈਬੋਰੇਟਰੀ ਕੈਂਪ [803,1102,885,1112]
register-black [36,1496,44,1504]
jarkhar-body-col5: ਲੁਧਿਆਣਾ, 7 ਫਰਵਰੀ (ਕਮਲਜੀਤ ਸਿੰਘ)- ਜਰਖੜ ਸਟੇਡੀਅਮ ਵਿਖੇ 37ਵੀਆਂ ਮਾਡਰਨ ਮਿੰਨੀ ਉਲੰਪਿਕ ਖੇਡਾਂ ਦਾ ਰੰਗਾ ਰੰਗ ਆਗਾਜ਼ ਹੋਇਆ। [622,1356,731,1380]
expo-cattle-photo [228,98,323,213]
